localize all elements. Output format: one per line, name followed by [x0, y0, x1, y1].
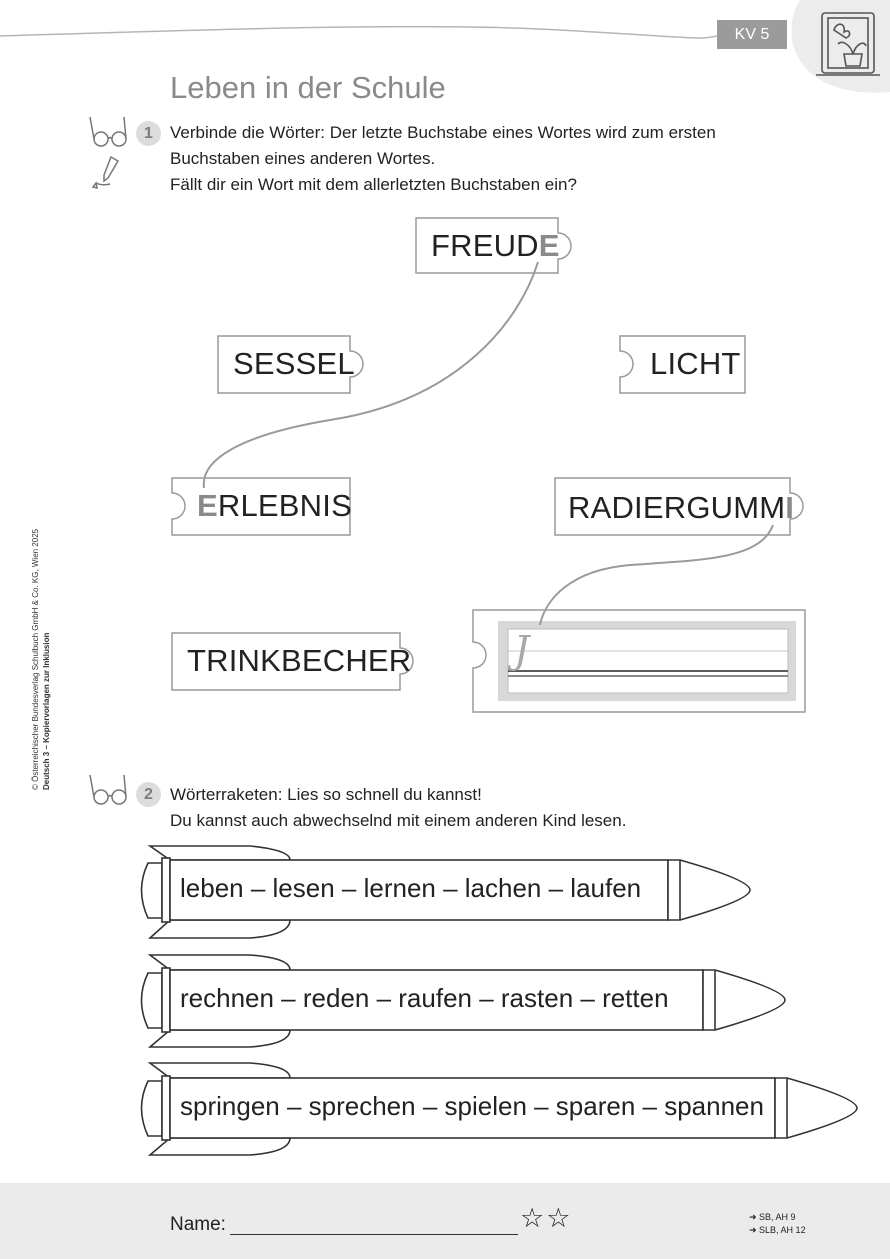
- name-input-line[interactable]: [230, 1234, 518, 1235]
- corner-blob: [792, 0, 890, 93]
- series-text: Deutsch 3 – Kopiervorlagen zur Inklusion: [42, 632, 51, 790]
- reference-line: ➜ SB, AH 9: [749, 1212, 796, 1222]
- word-sessel: SESSEL: [233, 346, 355, 381]
- reference-line: ➜ SLB, AH 12: [749, 1225, 806, 1235]
- task-number-1: 1: [136, 121, 161, 146]
- copyright-text: © Österreichischer Bundesverlag Schulbuch GmbH & Co. KG, Wien 2025: [31, 528, 40, 790]
- word-licht: LICHT: [650, 346, 741, 381]
- first-letter-highlight: E: [197, 488, 218, 523]
- last-letter-highlight: I: [785, 490, 795, 525]
- instruction-line: Wörterraketen: Lies so schnell du kannst!: [170, 785, 482, 804]
- rocket-2-words: rechnen – reden – raufen – rasten – retten: [180, 983, 669, 1013]
- name-label: Name:: [170, 1214, 226, 1235]
- glasses-icon-task2: [90, 775, 126, 804]
- word-base: RADIERGUMM: [568, 490, 786, 525]
- page-title: Leben in der Schule: [170, 70, 446, 105]
- rocket-1-words: leben – lesen – lernen – lachen – laufen: [180, 873, 642, 903]
- word-rest: RLEBNIS: [217, 488, 352, 523]
- task2-instructions: [170, 782, 626, 834]
- task-number-2: 2: [136, 782, 161, 807]
- word-trinkbecher: TRINKBECHER: [187, 643, 412, 678]
- writing-lines: [498, 621, 796, 701]
- word-base: FREUD: [431, 228, 539, 263]
- word-radiergummi: [568, 490, 794, 526]
- word-erlebnis: [197, 488, 352, 524]
- book-references: [749, 1211, 806, 1237]
- header-wave-line: [0, 27, 717, 38]
- answer-letter: J: [514, 628, 530, 672]
- worksheet-badge: KV 5: [717, 20, 787, 49]
- copyright-sidebar: [30, 490, 52, 790]
- instruction-line: Verbinde die Wörter: Der letzte Buchstabe eines Wortes wird zum ersten: [170, 123, 716, 142]
- task1-instructions: [170, 120, 716, 198]
- rating-stars[interactable]: ☆☆: [520, 1203, 573, 1233]
- pencil-icon: [93, 157, 118, 188]
- rocket-3-words: springen – sprechen – spielen – sparen – spannen: [180, 1091, 764, 1121]
- instruction-line: Du kannst auch abwechselnd mit einem anderen Kind lesen.: [170, 811, 627, 830]
- instruction-line: Buchstaben eines anderen Wortes.: [170, 149, 436, 168]
- glasses-icon: [90, 117, 126, 146]
- instruction-line: Fällt dir ein Wort mit dem allerletzten Buchstaben ein?: [170, 175, 577, 194]
- last-letter-highlight: E: [538, 228, 560, 263]
- word-freude: [431, 228, 560, 264]
